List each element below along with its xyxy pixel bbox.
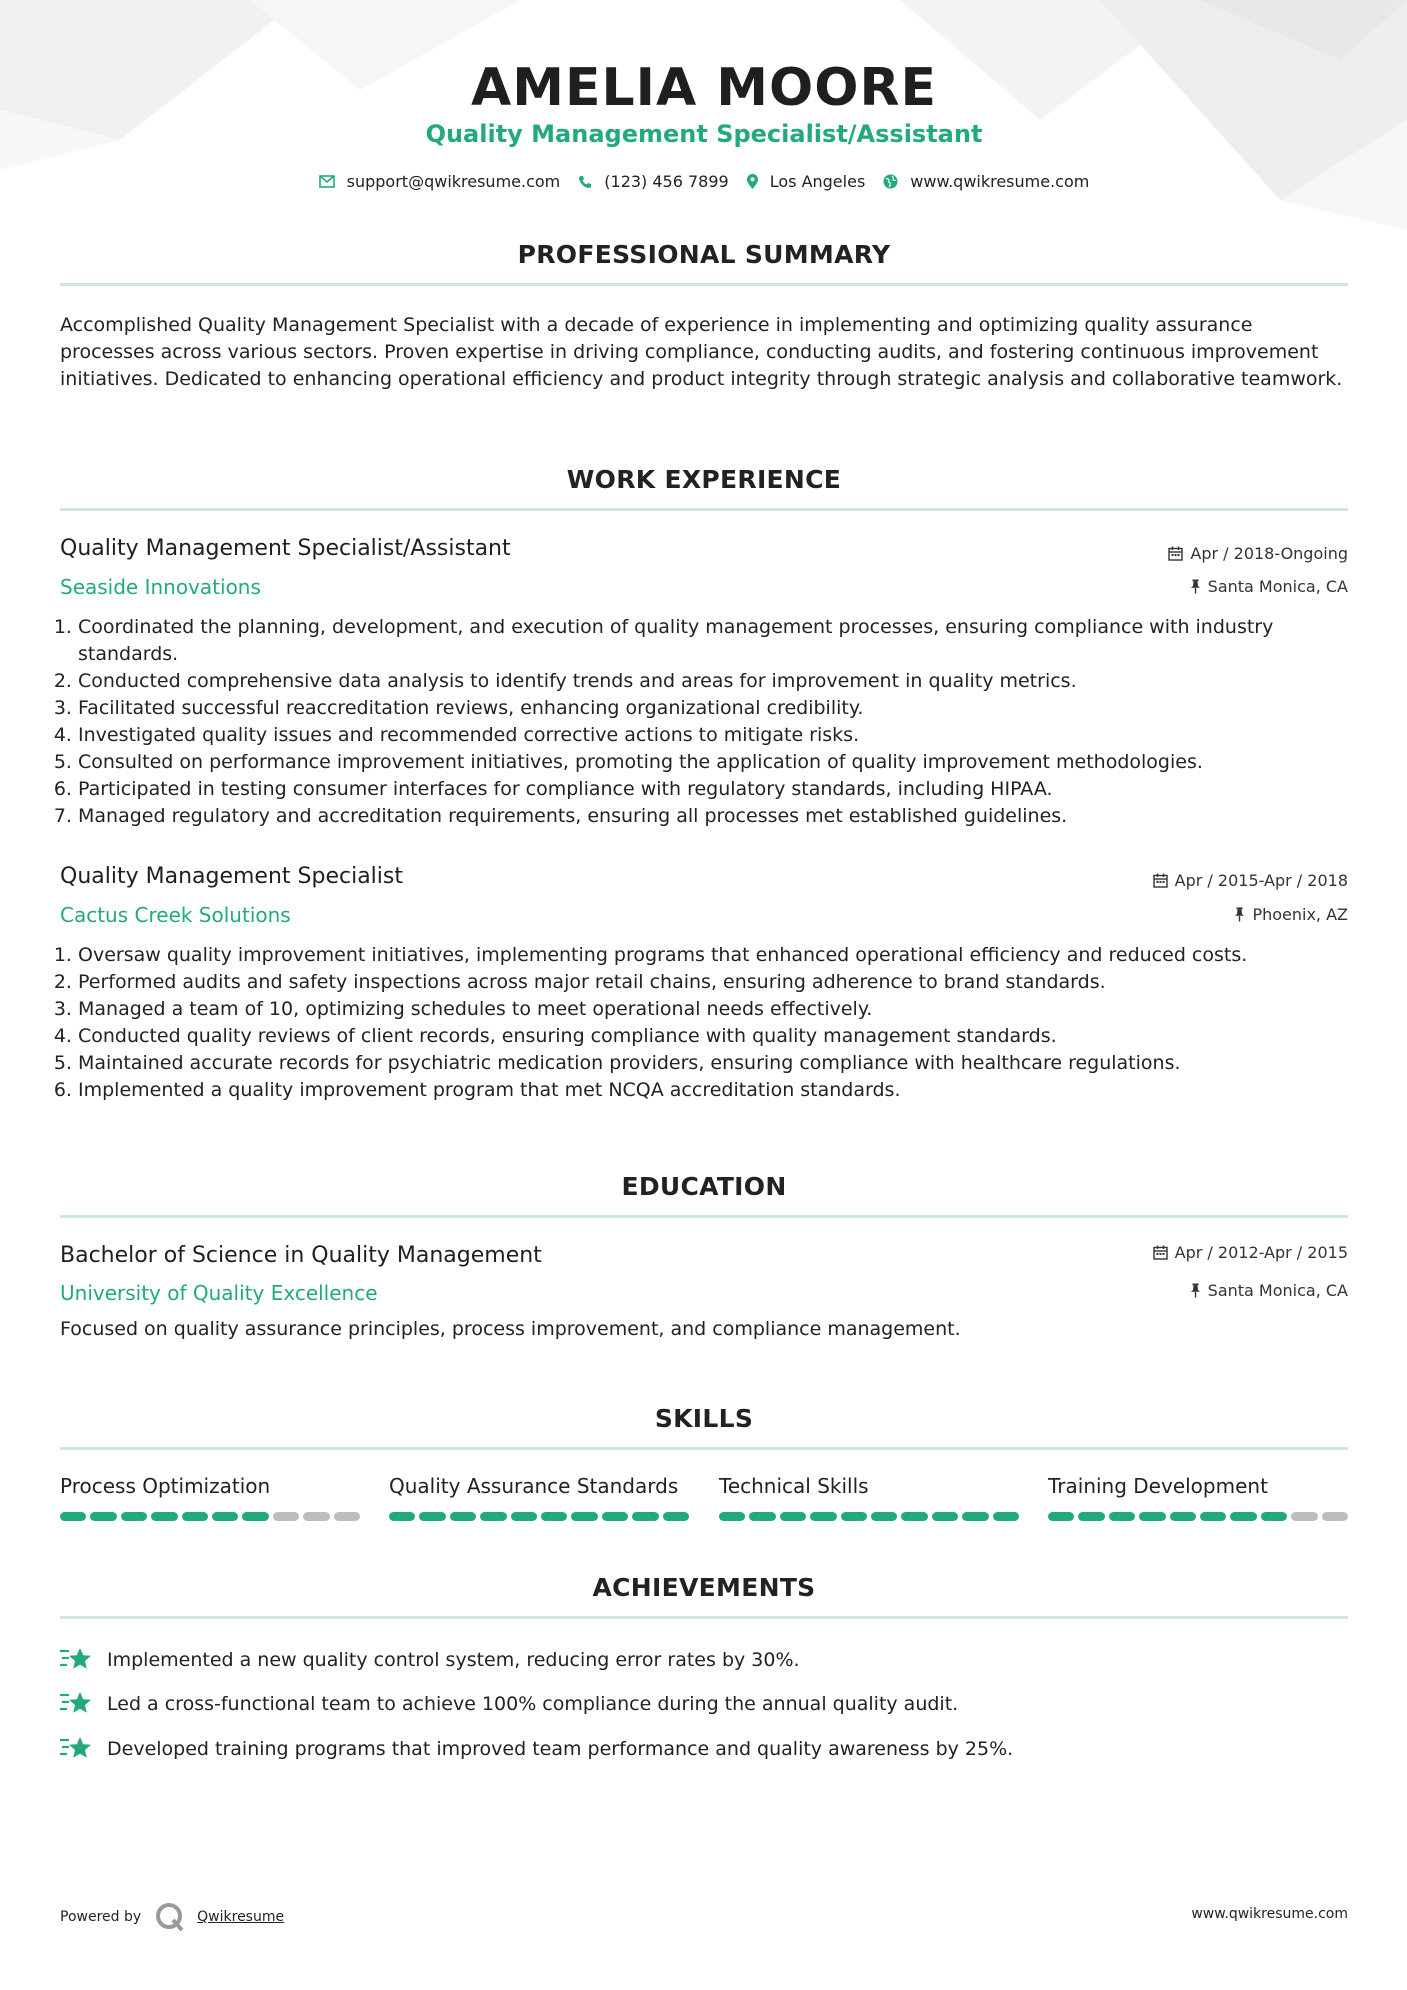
skill-segment-filled [749, 1512, 775, 1521]
job-title: Quality Management Specialist/Assistant [60, 536, 511, 561]
skill-segment-filled [1139, 1512, 1165, 1521]
education-degree: Bachelor of Science in Quality Management [60, 1243, 542, 1268]
skill-level-bar [60, 1512, 360, 1521]
envelope-icon [319, 175, 335, 188]
star-icon [60, 1736, 93, 1762]
summary-text: Accomplished Quality Management Specialist with a decade of experience in implementing and optimizing quality assurance processes across various sectors. Proven expertise in driving compliance, conducting audits, and fostering continuous improvement initiatives. Dedicated to enhancing operational efficiency and product integrity through strategic analysis and collaborative teamwork. [60, 314, 1343, 390]
skill-segment-filled [571, 1512, 597, 1521]
list-item: 1. Oversaw quality improvement initiatives, implementing programs that enhanced operational efficiency and reduced costs. [78, 942, 1366, 969]
skill-segment-filled [1048, 1512, 1074, 1521]
skill-name: Quality Assurance Standards [389, 1474, 679, 1498]
education-dates-text: Apr / 2012-Apr / 2015 [1174, 1243, 1348, 1262]
skill-segment-empty [303, 1512, 329, 1521]
skill-item [60, 1474, 360, 1498]
experience-divider [60, 508, 1348, 511]
skill-segment-filled [480, 1512, 506, 1521]
contact-website-text: www.qwikresume.com [910, 172, 1090, 191]
skill-segment-filled [511, 1512, 537, 1521]
calendar-icon [1168, 546, 1183, 561]
list-item: 3. Managed a team of 10, optimizing schedules to meet operational needs effectively. [78, 996, 1366, 1023]
job-dates [1168, 544, 1348, 563]
achievement-item [60, 1736, 1348, 1762]
pushpin-icon [1190, 1283, 1201, 1298]
skill-name: Technical Skills [719, 1474, 869, 1498]
skill-level-bar [719, 1512, 1019, 1521]
qwikresume-logo-icon [155, 1902, 187, 1932]
contact-website[interactable] [883, 172, 1089, 191]
job-location [1190, 577, 1348, 596]
map-marker-icon [747, 174, 758, 189]
phone-icon [578, 175, 592, 189]
list-item: 3. Facilitated successful reaccreditation reviews, enhancing organizational credibility. [78, 695, 1366, 722]
list-item: 6. Implemented a quality improvement program that met NCQA accreditation standards. [78, 1077, 1366, 1104]
skill-segment-filled [1261, 1512, 1287, 1521]
skill-segment-filled [901, 1512, 927, 1521]
experience-heading: WORK EXPERIENCE [566, 465, 842, 494]
skill-segment-filled [151, 1512, 177, 1521]
skill-segment-filled [1078, 1512, 1104, 1521]
skills-heading: SKILLS [654, 1404, 754, 1433]
achievement-text: Implemented a new quality control system, reducing error rates by 30%. [107, 1649, 800, 1671]
skill-segment-filled [242, 1512, 268, 1521]
list-item: 2. Performed audits and safety inspections across major retail chains, ensuring adherence to brand standards. [78, 969, 1366, 996]
star-icon [60, 1691, 93, 1717]
skill-segment-filled [810, 1512, 836, 1521]
skill-segment-filled [182, 1512, 208, 1521]
skill-segment-empty [1322, 1512, 1348, 1521]
star-icon [60, 1647, 93, 1673]
achievements-heading: ACHIEVEMENTS [592, 1573, 816, 1602]
contact-location-text: Los Angeles [769, 172, 866, 191]
job-title: Quality Management Specialist [60, 864, 403, 889]
list-item: 2. Conducted comprehensive data analysis to identify trends and areas for improvement in quality metrics. [78, 668, 1366, 695]
education-divider [60, 1215, 1348, 1218]
list-item: 4. Conducted quality reviews of client records, ensuring compliance with quality management standards. [78, 1023, 1366, 1050]
skill-item [389, 1474, 689, 1498]
achievement-item [60, 1647, 1348, 1673]
skill-name: Process Optimization [60, 1474, 271, 1498]
list-item: 5. Maintained accurate records for psychiatric medication providers, ensuring compliance with healthcare regulations. [78, 1050, 1366, 1077]
pushpin-icon [1234, 907, 1245, 922]
skill-segment-filled [871, 1512, 897, 1521]
qwikresume-link[interactable]: Qwikresume [197, 1909, 285, 1925]
contact-email[interactable] [319, 172, 561, 191]
candidate-title: Quality Management Specialist/Assistant [425, 120, 983, 148]
education-heading: EDUCATION [621, 1172, 787, 1201]
skill-segment-filled [541, 1512, 567, 1521]
skills-divider [60, 1447, 1348, 1450]
skill-segment-filled [962, 1512, 988, 1521]
skill-segment-filled [389, 1512, 415, 1521]
skill-segment-filled [60, 1512, 86, 1521]
job-location [1234, 905, 1348, 924]
calendar-icon [1153, 873, 1168, 888]
globe-icon [883, 174, 898, 189]
job-dates-text: Apr / 2015-Apr / 2018 [1174, 871, 1348, 890]
achievements-divider [60, 1616, 1348, 1619]
skill-name: Training Development [1048, 1474, 1268, 1498]
contact-phone[interactable] [578, 172, 728, 191]
job-company: Cactus Creek Solutions [60, 903, 291, 927]
skill-segment-filled [841, 1512, 867, 1521]
list-item: 5. Consulted on performance improvement initiatives, promoting the application of quality improvement methodologies. [78, 749, 1366, 776]
skill-segment-filled [602, 1512, 628, 1521]
skill-segment-filled [1230, 1512, 1256, 1521]
calendar-icon [1153, 1245, 1168, 1260]
skill-segment-filled [932, 1512, 958, 1521]
job-location-text: Phoenix, AZ [1252, 905, 1348, 924]
list-item: 7. Managed regulatory and accreditation requirements, ensuring all processes met established guidelines. [78, 803, 1366, 830]
skill-item [1048, 1474, 1348, 1498]
education-dates [1153, 1243, 1348, 1262]
job-dates-text: Apr / 2018-Ongoing [1190, 544, 1348, 563]
skill-segment-filled [212, 1512, 238, 1521]
education-school: University of Quality Excellence [60, 1281, 378, 1305]
achievement-item [60, 1691, 1348, 1717]
achievement-text: Led a cross-functional team to achieve 100% compliance during the annual quality audit. [107, 1693, 959, 1715]
powered-by-label: Powered by [60, 1909, 142, 1925]
skill-segment-empty [334, 1512, 360, 1521]
summary-heading: PROFESSIONAL SUMMARY [517, 240, 891, 269]
pushpin-icon [1190, 579, 1201, 594]
skill-segment-filled [450, 1512, 476, 1521]
skill-segment-filled [993, 1512, 1019, 1521]
job-dates [1153, 871, 1348, 890]
skill-segment-filled [780, 1512, 806, 1521]
list-item: 1. Coordinated the planning, development, and execution of quality management processes, ensuring compliance with industry standards. [78, 614, 1366, 668]
job-responsibilities [60, 614, 1366, 830]
contact-email-text: support@qwikresume.com [346, 172, 561, 191]
skill-level-bar [389, 1512, 689, 1521]
education-location-text: Santa Monica, CA [1207, 1281, 1348, 1300]
skill-segment-filled [1200, 1512, 1226, 1521]
skill-segment-filled [663, 1512, 689, 1521]
education-description: Focused on quality assurance principles, process improvement, and compliance management. [60, 1318, 961, 1340]
skill-segment-filled [1170, 1512, 1196, 1521]
job-company: Seaside Innovations [60, 575, 261, 599]
education-location [1190, 1281, 1348, 1300]
skill-segment-empty [1291, 1512, 1317, 1521]
candidate-name: AMELIA MOORE [470, 58, 938, 118]
skill-segment-empty [273, 1512, 299, 1521]
contact-location [747, 172, 866, 191]
list-item: 4. Investigated quality issues and recommended corrective actions to mitigate risks. [78, 722, 1366, 749]
skill-segment-filled [90, 1512, 116, 1521]
contact-bar [60, 172, 1348, 191]
footer-powered-by [60, 1902, 284, 1932]
skill-segment-filled [632, 1512, 658, 1521]
skill-segment-filled [1109, 1512, 1135, 1521]
skill-level-bar [1048, 1512, 1348, 1521]
job-location-text: Santa Monica, CA [1207, 577, 1348, 596]
footer-website[interactable]: www.qwikresume.com [1191, 1906, 1348, 1922]
skill-segment-filled [121, 1512, 147, 1521]
skill-segment-filled [719, 1512, 745, 1521]
list-item: 6. Participated in testing consumer interfaces for compliance with regulatory standards, including HIPAA. [78, 776, 1366, 803]
job-responsibilities [60, 942, 1366, 1104]
contact-phone-text: (123) 456 7899 [604, 172, 729, 191]
skill-item [719, 1474, 1019, 1498]
summary-divider [60, 283, 1348, 286]
skill-segment-filled [419, 1512, 445, 1521]
achievement-text: Developed training programs that improved team performance and quality awareness by 25%. [107, 1738, 1014, 1760]
